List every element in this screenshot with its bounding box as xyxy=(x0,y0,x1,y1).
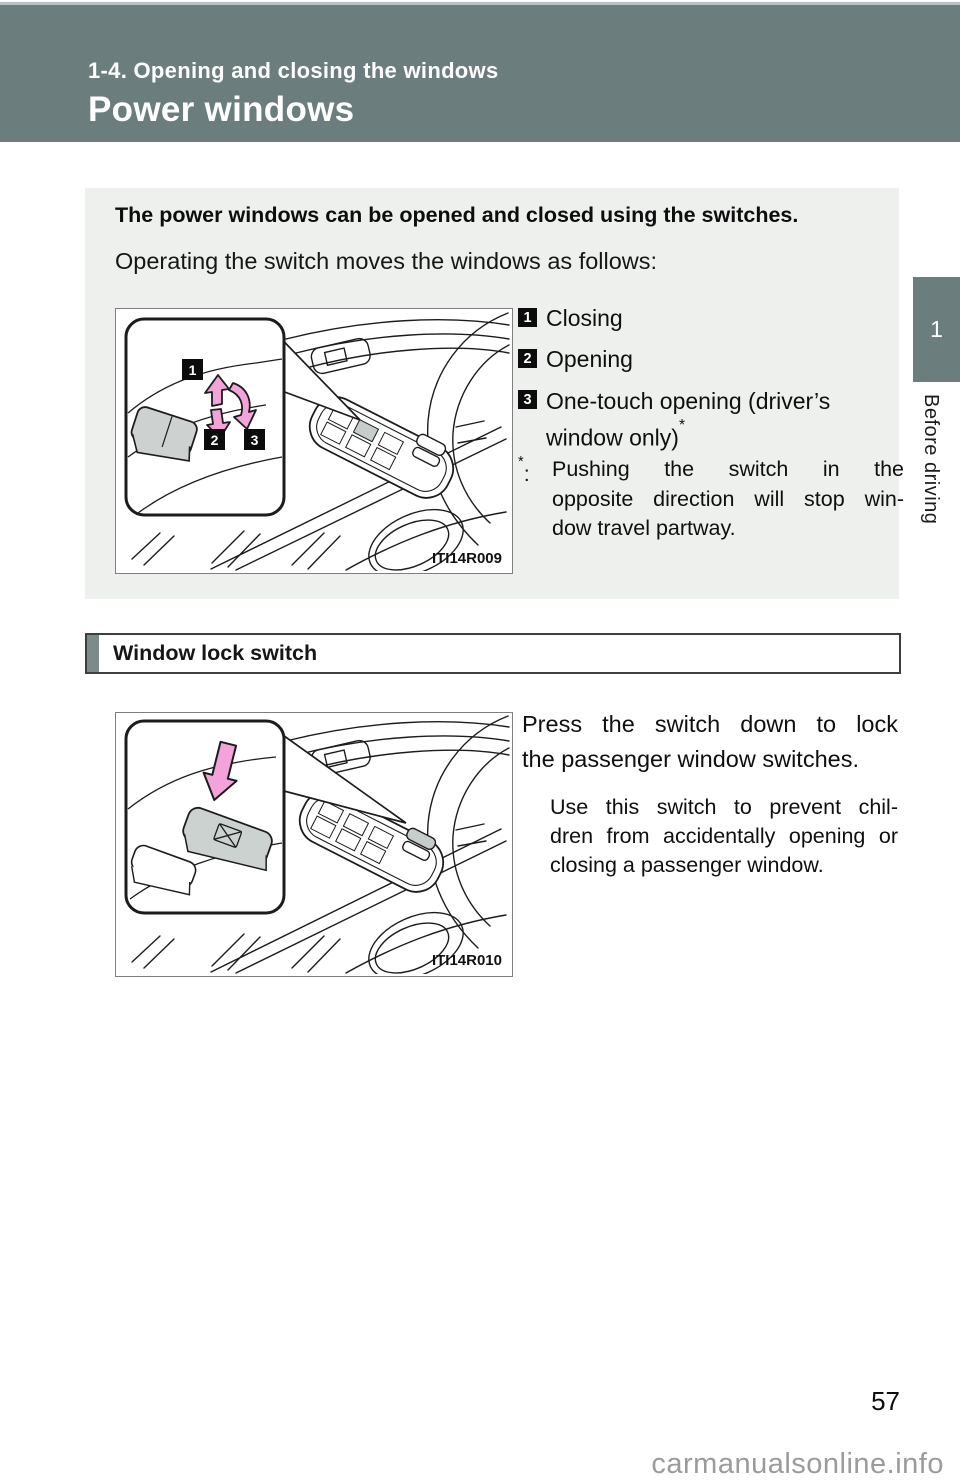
footnote-body xyxy=(552,455,904,544)
chapter-label: Before driving xyxy=(920,394,942,525)
lock-paragraph-line: Press the switch down to lock xyxy=(522,711,898,737)
lock-subparagraph-line: Use this switch to prevent chil- xyxy=(550,795,898,819)
lock-paragraph xyxy=(522,707,898,777)
asterisk-sup: * xyxy=(678,416,686,434)
svg-text:3: 3 xyxy=(250,432,259,448)
figure-window-lock-switch xyxy=(115,712,513,977)
page-title: Power windows xyxy=(88,90,355,129)
footnote-marker: *: xyxy=(518,454,530,487)
chapter-number-tab: 1 xyxy=(913,277,960,382)
figure1-code: ITI14R009 xyxy=(431,550,502,567)
figure-power-window-switches xyxy=(115,308,513,574)
figure1-svg xyxy=(116,309,510,571)
intro-bold-line: The power windows can be opened and closed using the switches. xyxy=(115,203,799,227)
page-number: 57 xyxy=(871,1386,900,1416)
item-1-label: Closing xyxy=(546,305,623,331)
lock-paragraph-line: the passenger window switches. xyxy=(522,746,860,772)
section-heading: Window lock switch xyxy=(113,641,318,665)
figure2-code: ITI14R010 xyxy=(431,952,502,969)
item-1-badge: 1 xyxy=(518,308,537,327)
item-2-badge: 2 xyxy=(518,349,537,368)
footnote-line: Pushing the switch in the xyxy=(552,457,904,481)
watermark: carmanualsonline.info xyxy=(651,1448,944,1480)
heading-accent-bar xyxy=(87,635,99,672)
intro-line: Operating the switch moves the windows as follows: xyxy=(115,248,658,274)
item-3-label: One-touch opening (driver’s window only)* xyxy=(546,388,831,451)
lock-subparagraph xyxy=(550,793,898,880)
lock-subparagraph-line: closing a passenger window. xyxy=(550,853,824,877)
breadcrumb: 1-4. Opening and closing the windows xyxy=(88,58,499,83)
lock-subparagraph-line: dren from accidentally opening or xyxy=(550,824,898,848)
item-2-label: Opening xyxy=(546,346,633,372)
list-item-closing xyxy=(518,303,903,333)
item-3-badge: 3 xyxy=(518,390,537,409)
list-item-one-touch xyxy=(518,385,903,454)
window-lock-text xyxy=(522,707,898,880)
figure2-svg xyxy=(116,713,510,974)
switch-function-list xyxy=(518,303,903,465)
section-heading-box xyxy=(85,633,901,674)
svg-text:2: 2 xyxy=(210,432,219,448)
footnote xyxy=(518,455,904,544)
footnote-line: opposite direction will stop win- xyxy=(552,486,904,511)
footnote-line: dow travel partway. xyxy=(552,516,736,540)
svg-text:1: 1 xyxy=(188,362,197,378)
list-item-opening xyxy=(518,344,903,374)
